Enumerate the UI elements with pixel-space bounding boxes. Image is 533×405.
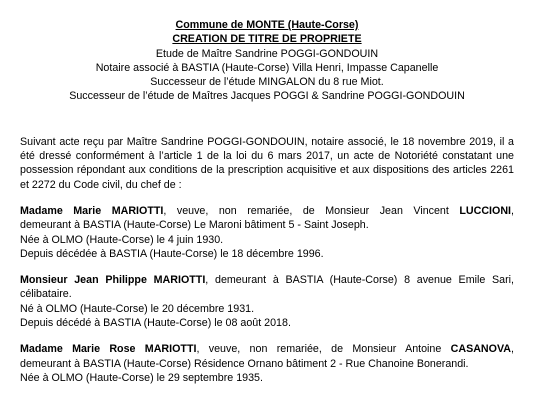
document-page	[20, 0, 514, 385]
person-1-surname: MARIOTTI	[111, 204, 164, 217]
person-3-line-1	[20, 342, 514, 356]
person-1-birth: Née à OLMO (Haute-Corse) le 4 juin 1930.	[20, 233, 224, 246]
notice-title: CREATION DE TITRE DE PROPRIETE	[172, 33, 362, 46]
person-2-death: Depuis décédé à BASTIA (Haute-Corse) le 08 août 2018.	[20, 317, 291, 330]
person-3-spouse-surname: CASANOVA	[450, 343, 512, 356]
person-2-name-prefix: Monsieur Jean Philippe	[20, 274, 154, 287]
person-3-birth: Née à OLMO (Haute-Corse) le 29 septembre 1935.	[20, 371, 263, 384]
etude-line: Etude de Maître Sandrine POGGI-GONDOUIN	[155, 47, 379, 60]
person-1-spouse-surname: LUCCIONI	[459, 204, 512, 217]
person-2-birth: Né à OLMO (Haute-Corse) le 20 décembre 1931.	[20, 302, 255, 315]
person-3-status: , veuve, non remariée, de Monsieur Antoine	[196, 343, 451, 356]
person-1-name-prefix: Madame Marie	[20, 204, 112, 217]
person-entry-3	[20, 342, 514, 385]
person-3-line-end: ,	[511, 343, 514, 356]
person-entry-1	[20, 204, 514, 261]
person-3-surname: MARIOTTI	[144, 343, 197, 356]
person-entry-2	[20, 273, 514, 330]
person-2-status: célibataire.	[20, 288, 72, 301]
person-2-surname: MARIOTTI	[153, 274, 206, 287]
successeur-line-2: Successeur de l’étude de Maîtres Jacques POGGI & Sandrine POGGI-GONDOUIN	[69, 90, 465, 103]
person-1-line-end: ,	[511, 204, 514, 217]
person-2-line-1	[20, 273, 514, 287]
notice-header	[20, 0, 514, 104]
person-1-address: demeurant à BASTIA (Haute-Corse) Le Maroni bâtiment 5 - Saint Joseph.	[20, 219, 369, 232]
intro-paragraph: Suivant acte reçu par Maître Sandrine POGGI-GONDOUIN, notaire associé, le 18 novembre 2019, il a été dressé conformément à l’article 1 de la loi du 6 mars 2017, un acte de Notoriété constatant une possession répondant aux conditions de la prescription acquisitive et aux dispositions des articles 2261 et 2272 du Code civil, du chef de :	[20, 135, 514, 191]
person-3-address: demeurant à BASTIA (Haute-Corse) Résidence Ornano bâtiment 2 - Rue Chanoine Bonerandi.	[20, 357, 469, 370]
person-1-death: Depuis décédée à BASTIA (Haute-Corse) le 18 décembre 1996.	[20, 247, 324, 260]
notaire-line: Notaire associé à BASTIA (Haute-Corse) Villa Henri, Impasse Capanelle	[95, 61, 439, 74]
commune-title: Commune de MONTE (Haute-Corse)	[175, 19, 359, 31]
person-1-line-1	[20, 204, 514, 218]
successeur-line-1: Successeur de l’étude MINGALON du 8 rue Miot.	[150, 76, 384, 89]
person-3-name-prefix: Madame Marie Rose	[20, 343, 145, 356]
person-1-status: , veuve, non remariée, de Monsieur Jean Vincent	[163, 204, 460, 217]
person-2-address: , demeurant à BASTIA (Haute-Corse) 8 avenue Emile Sari,	[205, 274, 514, 287]
